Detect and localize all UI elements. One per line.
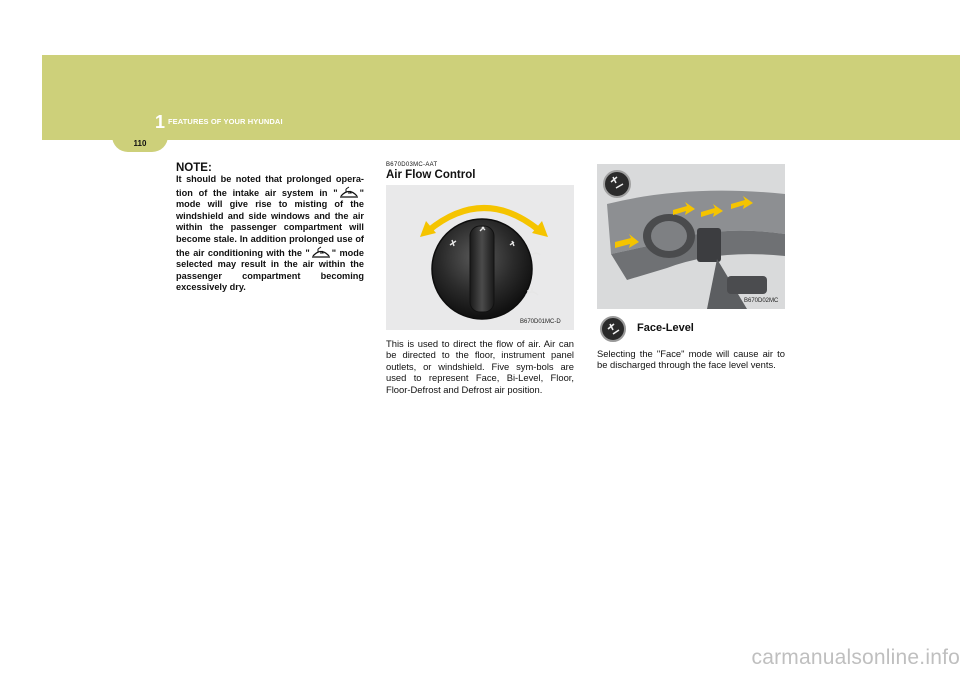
note-text-part1: It should be noted that prolonged opera-tion of the intake air system in " [176,174,364,198]
chapter-number: 1 [155,112,166,132]
section-heading: Air Flow Control [386,169,476,181]
air-flow-body: This is used to direct the flow of air. Air can be directed to the floor, instrument panel outlets, or windshield. Five sym-bols are used to represent Face, Bi-Level, Floor, Floor-Defrost and Defrost air position. [386,338,574,395]
face-mode-icon [604,171,630,197]
recirculation-icon [310,246,332,258]
page-number-tab [112,134,168,152]
watermark: carmanualsonline.info [751,646,960,669]
air-flow-knob-figure [386,185,574,330]
knob-grip [470,226,494,312]
note-title: NOTE: [176,162,212,174]
header-band [42,55,960,140]
chapter-title: FEATURES OF YOUR HYUNDAI [168,117,283,126]
mode-knob-illustration [386,185,574,330]
dashboard-photo [597,164,785,309]
floor-defrost-symbol-icon [532,253,540,255]
face-level-section [597,164,785,371]
face-level-heading-row [597,314,785,344]
air-flow-section [386,162,574,395]
note-text-part2: " mode will give rise to misting of the windshield and side windows and the air within the passenger compartment will become stale. In addition prolonged use of the air conditioning with the " [176,187,364,258]
face-level-body: Selecting the "Face" mode will cause air to be discharged through the face level vents. [597,348,785,371]
section-code: B670D03MC-AAT [386,162,438,168]
note-text-part3: " mode selected may result in the air within the passenger compartment becoming excessively dry. [176,247,364,293]
figure-label: B670D02MC [744,298,779,304]
figure-label: B670D01MC-D [520,319,561,325]
page-number: 110 [133,139,147,148]
note-body [176,174,364,294]
face-mode-icon [600,316,626,342]
face-level-heading: Face-Level [637,322,694,334]
note-section [176,162,364,294]
recirculation-icon [338,186,360,198]
